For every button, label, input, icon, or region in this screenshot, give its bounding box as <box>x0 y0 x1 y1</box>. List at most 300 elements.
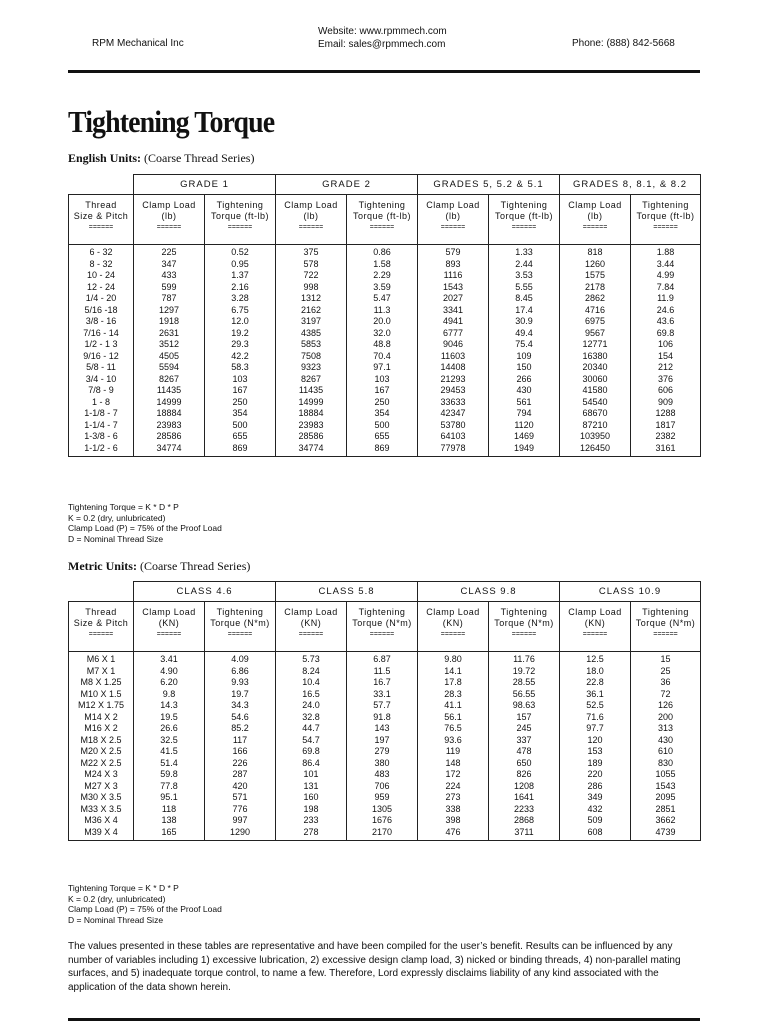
clamp-load-cell: 3341 <box>418 305 489 317</box>
clamp-load-cell: 722 <box>276 270 347 282</box>
tightening-torque-header-line: ====== <box>369 224 395 231</box>
torque-cell: 776 <box>205 804 276 816</box>
torque-cell: 226 <box>205 758 276 770</box>
corner-blank <box>69 582 134 602</box>
clamp-load-cell: 5853 <box>276 339 347 351</box>
table-row <box>69 408 701 420</box>
torque-cell: 250 <box>347 397 418 409</box>
torque-cell: 250 <box>205 397 276 409</box>
torque-cell: 3.53 <box>489 270 560 282</box>
clamp-load-cell: 6.20 <box>134 677 205 689</box>
clamp-load-cell: 349 <box>560 792 631 804</box>
torque-cell: 11.9 <box>631 293 701 305</box>
table-row <box>69 443 701 457</box>
english-subtitle <box>68 151 254 166</box>
clamp-load-cell: 51.4 <box>134 758 205 770</box>
thread-size-header-line: Size & Pitch <box>73 211 129 221</box>
clamp-load-cell: 33633 <box>418 397 489 409</box>
thread-size-cell: M8 X 1.25 <box>69 677 134 689</box>
clamp-load-cell: 9323 <box>276 362 347 374</box>
clamp-load-header-line: ====== <box>440 224 466 231</box>
clamp-load-cell: 4716 <box>560 305 631 317</box>
torque-cell: 9.93 <box>205 677 276 689</box>
torque-cell: 2170 <box>347 827 418 841</box>
torque-cell: 167 <box>205 385 276 397</box>
clamp-load-cell: 1116 <box>418 270 489 282</box>
torque-cell: 655 <box>205 431 276 443</box>
tightening-torque-header-line: Tightening <box>358 200 406 210</box>
clamp-load-cell: 76.5 <box>418 723 489 735</box>
thread-size-cell: 1-1/8 - 7 <box>69 408 134 420</box>
tightening-torque-header-line: Tightening <box>642 200 689 210</box>
table-row <box>69 351 701 363</box>
clamp-load-header-line: ====== <box>440 631 466 638</box>
tightening-torque-header-line: ====== <box>227 224 253 231</box>
torque-cell: 24.6 <box>631 305 701 317</box>
clamp-load-header <box>276 195 347 245</box>
torque-cell: 4.09 <box>205 652 276 666</box>
torque-cell: 478 <box>489 746 560 758</box>
column-header-row <box>69 602 701 652</box>
torque-cell: 2851 <box>631 804 701 816</box>
table-row <box>69 374 701 386</box>
clamp-load-cell: 1297 <box>134 305 205 317</box>
thread-size-header-line: ====== <box>88 224 114 231</box>
clamp-load-cell: 189 <box>560 758 631 770</box>
clamp-load-cell: 97.7 <box>560 723 631 735</box>
torque-cell: 98.63 <box>489 700 560 712</box>
clamp-load-cell: 599 <box>134 282 205 294</box>
tightening-torque-header <box>205 602 276 652</box>
table-row <box>69 316 701 328</box>
clamp-load-cell: 3.41 <box>134 652 205 666</box>
tightening-torque-header <box>205 195 276 245</box>
clamp-load-cell: 286 <box>560 781 631 793</box>
thread-size-cell: M27 X 3 <box>69 781 134 793</box>
table-row <box>69 328 701 340</box>
torque-cell: 420 <box>205 781 276 793</box>
clamp-load-cell: 18884 <box>276 408 347 420</box>
formula-note-line: K = 0.2 (dry, unlubricated) <box>68 893 166 904</box>
clamp-load-cell: 1918 <box>134 316 205 328</box>
formula-note-line: Clamp Load (P) = 75% of the Proof Load <box>68 904 222 914</box>
clamp-load-header <box>134 195 205 245</box>
torque-cell: 4.99 <box>631 270 701 282</box>
table-row <box>69 769 701 781</box>
clamp-load-header <box>560 602 631 652</box>
clamp-load-header-line: (lb) <box>445 211 461 221</box>
torque-cell: 11.76 <box>489 652 560 666</box>
clamp-load-cell: 32.8 <box>276 712 347 724</box>
thread-size-cell: 3/4 - 10 <box>69 374 134 386</box>
page-title: Tightening Torque <box>68 104 275 139</box>
clamp-load-header-line: Clamp Load <box>284 200 338 210</box>
thread-size-cell: 3/8 - 16 <box>69 316 134 328</box>
torque-cell: 1288 <box>631 408 701 420</box>
group-header: GRADE 1 <box>134 175 276 195</box>
clamp-load-cell: 95.1 <box>134 792 205 804</box>
clamp-load-cell: 160 <box>276 792 347 804</box>
clamp-load-cell: 23983 <box>276 420 347 432</box>
clamp-load-cell: 3197 <box>276 316 347 328</box>
clamp-load-cell: 18.0 <box>560 666 631 678</box>
thread-size-header <box>69 195 134 245</box>
clamp-load-cell: 126450 <box>560 443 631 457</box>
clamp-load-cell: 103950 <box>560 431 631 443</box>
thread-size-cell: 1/2 - 1 3 <box>69 339 134 351</box>
thread-size-cell: M33 X 3.5 <box>69 804 134 816</box>
clamp-load-cell: 19.5 <box>134 712 205 724</box>
clamp-load-cell: 41.1 <box>418 700 489 712</box>
clamp-load-header-line: (KN) <box>158 618 180 628</box>
clamp-load-header-line: Clamp Load <box>426 607 480 617</box>
clamp-load-cell: 101 <box>276 769 347 781</box>
clamp-load-cell: 36.1 <box>560 689 631 701</box>
clamp-load-cell: 14408 <box>418 362 489 374</box>
clamp-load-cell: 22.8 <box>560 677 631 689</box>
clamp-load-cell: 29453 <box>418 385 489 397</box>
group-header: GRADES 5, 5.2 & 5.1 <box>418 175 560 195</box>
table-row <box>69 270 701 282</box>
clamp-load-cell: 4941 <box>418 316 489 328</box>
thread-size-cell: 1-1/4 - 7 <box>69 420 134 432</box>
torque-cell: 42.2 <box>205 351 276 363</box>
torque-cell: 354 <box>347 408 418 420</box>
tightening-torque-header-line: Torque (ft-lb) <box>210 211 270 221</box>
torque-cell: 75.4 <box>489 339 560 351</box>
thread-size-cell: 7/8 - 9 <box>69 385 134 397</box>
torque-cell: 32.0 <box>347 328 418 340</box>
metric-subtitle <box>68 559 250 574</box>
clamp-load-cell: 59.8 <box>134 769 205 781</box>
torque-cell: 287 <box>205 769 276 781</box>
torque-cell: 157 <box>489 712 560 724</box>
torque-cell: 1641 <box>489 792 560 804</box>
group-header: CLASS 9.8 <box>418 582 560 602</box>
table-row <box>69 282 701 294</box>
torque-cell: 150 <box>489 362 560 374</box>
clamp-load-cell: 2862 <box>560 293 631 305</box>
clamp-load-cell: 53780 <box>418 420 489 432</box>
metric-formula-notes <box>68 883 222 925</box>
torque-cell: 561 <box>489 397 560 409</box>
torque-cell: 869 <box>347 443 418 457</box>
clamp-load-cell: 153 <box>560 746 631 758</box>
clamp-load-cell: 41580 <box>560 385 631 397</box>
clamp-load-header-line: ====== <box>298 631 324 638</box>
clamp-load-header-line: Clamp Load <box>568 607 622 617</box>
clamp-load-cell: 220 <box>560 769 631 781</box>
torque-cell: 610 <box>631 746 701 758</box>
thread-size-cell: M39 X 4 <box>69 827 134 841</box>
torque-cell: 91.8 <box>347 712 418 724</box>
clamp-load-header-line: (KN) <box>300 618 322 628</box>
torque-cell: 1469 <box>489 431 560 443</box>
table-row <box>69 652 701 666</box>
torque-cell: 1305 <box>347 804 418 816</box>
clamp-load-header <box>418 195 489 245</box>
clamp-load-cell: 87210 <box>560 420 631 432</box>
clamp-load-header-line: ====== <box>582 631 608 638</box>
clamp-load-cell: 18884 <box>134 408 205 420</box>
clamp-load-cell: 11435 <box>134 385 205 397</box>
group-header-row <box>69 582 701 602</box>
clamp-load-cell: 52.5 <box>560 700 631 712</box>
clamp-load-header-line: (KN) <box>584 618 606 628</box>
tightening-torque-header-line: ====== <box>511 224 537 231</box>
thread-size-cell: M20 X 2.5 <box>69 746 134 758</box>
table-row <box>69 677 701 689</box>
clamp-load-cell: 172 <box>418 769 489 781</box>
clamp-load-cell: 131 <box>276 781 347 793</box>
clamp-load-header <box>276 602 347 652</box>
clamp-load-cell: 893 <box>418 259 489 271</box>
table-row <box>69 293 701 305</box>
clamp-load-cell: 12771 <box>560 339 631 351</box>
clamp-load-cell: 14999 <box>276 397 347 409</box>
torque-cell: 49.4 <box>489 328 560 340</box>
torque-cell: 1055 <box>631 769 701 781</box>
torque-cell: 48.8 <box>347 339 418 351</box>
torque-cell: 3662 <box>631 815 701 827</box>
group-header: GRADE 2 <box>276 175 418 195</box>
clamp-load-header <box>560 195 631 245</box>
thread-size-cell: M12 X 1.75 <box>69 700 134 712</box>
torque-cell: 167 <box>347 385 418 397</box>
group-header: CLASS 5.8 <box>276 582 418 602</box>
table-row <box>69 385 701 397</box>
torque-cell: 72 <box>631 689 701 701</box>
tightening-torque-header-line: ====== <box>511 631 537 638</box>
thread-size-cell: 5/8 - 11 <box>69 362 134 374</box>
clamp-load-cell: 14999 <box>134 397 205 409</box>
clamp-load-cell: 6975 <box>560 316 631 328</box>
clamp-load-header-line: (KN) <box>442 618 464 628</box>
clamp-load-header-line: (lb) <box>587 211 603 221</box>
torque-cell: 143 <box>347 723 418 735</box>
clamp-load-cell: 1312 <box>276 293 347 305</box>
clamp-load-cell: 8267 <box>276 374 347 386</box>
torque-cell: 33.1 <box>347 689 418 701</box>
thread-size-cell: M7 X 1 <box>69 666 134 678</box>
clamp-load-cell: 32.5 <box>134 735 205 747</box>
torque-cell: 17.4 <box>489 305 560 317</box>
group-header: GRADES 8, 8.1, & 8.2 <box>560 175 701 195</box>
torque-cell: 212 <box>631 362 701 374</box>
clamp-load-cell: 608 <box>560 827 631 841</box>
torque-cell: 7.84 <box>631 282 701 294</box>
torque-cell: 245 <box>489 723 560 735</box>
clamp-load-cell: 86.4 <box>276 758 347 770</box>
torque-cell: 826 <box>489 769 560 781</box>
clamp-load-cell: 998 <box>276 282 347 294</box>
clamp-load-cell: 375 <box>276 245 347 259</box>
torque-cell: 36 <box>631 677 701 689</box>
tightening-torque-header-line: Torque (ft-lb) <box>636 211 695 221</box>
torque-cell: 830 <box>631 758 701 770</box>
clamp-load-cell: 9567 <box>560 328 631 340</box>
clamp-load-cell: 24.0 <box>276 700 347 712</box>
thread-size-cell: 12 - 24 <box>69 282 134 294</box>
torque-cell: 34.3 <box>205 700 276 712</box>
tightening-torque-header-line: Torque (ft-lb) <box>494 211 554 221</box>
torque-cell: 606 <box>631 385 701 397</box>
clamp-load-cell: 17.8 <box>418 677 489 689</box>
clamp-load-cell: 7508 <box>276 351 347 363</box>
clamp-load-cell: 787 <box>134 293 205 305</box>
clamp-load-header-line: Clamp Load <box>142 200 196 210</box>
torque-cell: 5.47 <box>347 293 418 305</box>
torque-cell: 997 <box>205 815 276 827</box>
torque-cell: 0.95 <box>205 259 276 271</box>
torque-cell: 54.6 <box>205 712 276 724</box>
torque-cell: 266 <box>489 374 560 386</box>
torque-cell: 109 <box>489 351 560 363</box>
clamp-load-header-line: Clamp Load <box>142 607 196 617</box>
torque-cell: 2382 <box>631 431 701 443</box>
torque-cell: 5.55 <box>489 282 560 294</box>
torque-cell: 376 <box>631 374 701 386</box>
tightening-torque-header-line: ====== <box>227 631 253 638</box>
clamp-load-header-line: Clamp Load <box>568 200 622 210</box>
clamp-load-header-line: ====== <box>582 224 608 231</box>
torque-cell: 6.75 <box>205 305 276 317</box>
clamp-load-header-line: ====== <box>156 224 182 231</box>
torque-cell: 57.7 <box>347 700 418 712</box>
table-row <box>69 689 701 701</box>
torque-cell: 430 <box>631 735 701 747</box>
clamp-load-cell: 11435 <box>276 385 347 397</box>
clamp-load-cell: 347 <box>134 259 205 271</box>
clamp-load-cell: 579 <box>418 245 489 259</box>
torque-cell: 6.86 <box>205 666 276 678</box>
formula-note-line: K = 0.2 (dry, unlubricated) <box>68 512 166 523</box>
torque-cell: 2868 <box>489 815 560 827</box>
torque-cell: 28.55 <box>489 677 560 689</box>
torque-cell: 1817 <box>631 420 701 432</box>
clamp-load-cell: 278 <box>276 827 347 841</box>
clamp-load-cell: 1543 <box>418 282 489 294</box>
thread-size-cell: M16 X 2 <box>69 723 134 735</box>
torque-cell: 19.2 <box>205 328 276 340</box>
clamp-load-cell: 9.8 <box>134 689 205 701</box>
formula-note-line: D = Nominal Thread Size <box>68 914 164 925</box>
clamp-load-cell: 224 <box>418 781 489 793</box>
clamp-load-cell: 30060 <box>560 374 631 386</box>
tightening-torque-header-line: Torque (N*m) <box>635 618 696 628</box>
tightening-torque-header-line: Tightening <box>358 607 406 617</box>
torque-cell: 20.0 <box>347 316 418 328</box>
thread-size-cell: 1-1/2 - 6 <box>69 443 134 457</box>
thread-size-cell: 1/4 - 20 <box>69 293 134 305</box>
website-text: Website: www.rpmmech.com <box>318 26 447 37</box>
corner-blank <box>69 175 134 195</box>
clamp-load-header-line: Clamp Load <box>284 607 338 617</box>
clamp-load-cell: 273 <box>418 792 489 804</box>
clamp-load-cell: 8.24 <box>276 666 347 678</box>
torque-cell: 483 <box>347 769 418 781</box>
column-header-row <box>69 195 701 245</box>
table-row <box>69 792 701 804</box>
clamp-load-cell: 432 <box>560 804 631 816</box>
torque-cell: 1.58 <box>347 259 418 271</box>
formula-note-line: Tightening Torque = K * D * P <box>68 502 179 512</box>
clamp-load-header <box>418 602 489 652</box>
torque-cell: 1.33 <box>489 245 560 259</box>
clamp-load-cell: 225 <box>134 245 205 259</box>
torque-cell: 117 <box>205 735 276 747</box>
torque-cell: 1.88 <box>631 245 701 259</box>
thread-size-cell: 9/16 - 12 <box>69 351 134 363</box>
clamp-load-cell: 338 <box>418 804 489 816</box>
tightening-torque-header-line: Torque (N*m) <box>494 618 554 628</box>
clamp-load-cell: 9.80 <box>418 652 489 666</box>
clamp-load-cell: 148 <box>418 758 489 770</box>
table-row <box>69 420 701 432</box>
tightening-torque-header-line: ====== <box>369 631 395 638</box>
clamp-load-cell: 1575 <box>560 270 631 282</box>
tightening-torque-header-line: Torque (ft-lb) <box>352 211 412 221</box>
thread-size-header-line: Thread <box>85 200 117 210</box>
torque-cell: 70.4 <box>347 351 418 363</box>
torque-cell: 794 <box>489 408 560 420</box>
torque-cell: 69.8 <box>631 328 701 340</box>
torque-cell: 3711 <box>489 827 560 841</box>
table-row <box>69 746 701 758</box>
torque-cell: 2.44 <box>489 259 560 271</box>
english-torque-table <box>68 174 701 457</box>
clamp-load-cell: 93.6 <box>418 735 489 747</box>
clamp-load-cell: 12.5 <box>560 652 631 666</box>
torque-cell: 2095 <box>631 792 701 804</box>
thread-size-header <box>69 602 134 652</box>
clamp-load-cell: 118 <box>134 804 205 816</box>
torque-cell: 655 <box>347 431 418 443</box>
tightening-torque-header-line: Tightening <box>500 607 548 617</box>
torque-cell: 1290 <box>205 827 276 841</box>
clamp-load-cell: 54.7 <box>276 735 347 747</box>
table-row <box>69 735 701 747</box>
english-units-label: English Units: <box>68 151 142 165</box>
clamp-load-cell: 56.1 <box>418 712 489 724</box>
header-divider <box>68 70 700 73</box>
clamp-load-cell: 2027 <box>418 293 489 305</box>
clamp-load-header-line: ====== <box>156 631 182 638</box>
clamp-load-cell: 5594 <box>134 362 205 374</box>
contact-block <box>318 25 447 51</box>
torque-cell: 197 <box>347 735 418 747</box>
torque-cell: 1543 <box>631 781 701 793</box>
thread-size-cell: M6 X 1 <box>69 652 134 666</box>
torque-cell: 3.59 <box>347 282 418 294</box>
torque-cell: 200 <box>631 712 701 724</box>
torque-cell: 166 <box>205 746 276 758</box>
torque-cell: 4739 <box>631 827 701 841</box>
clamp-load-cell: 14.1 <box>418 666 489 678</box>
clamp-load-cell: 34774 <box>276 443 347 457</box>
torque-cell: 706 <box>347 781 418 793</box>
thread-size-header-line: Size & Pitch <box>73 618 129 628</box>
torque-cell: 11.3 <box>347 305 418 317</box>
tightening-torque-header-line: Tightening <box>642 607 689 617</box>
torque-cell: 279 <box>347 746 418 758</box>
torque-cell: 0.86 <box>347 245 418 259</box>
clamp-load-cell: 26.6 <box>134 723 205 735</box>
torque-cell: 354 <box>205 408 276 420</box>
torque-cell: 500 <box>205 420 276 432</box>
tightening-torque-header <box>631 602 701 652</box>
torque-cell: 3161 <box>631 443 701 457</box>
